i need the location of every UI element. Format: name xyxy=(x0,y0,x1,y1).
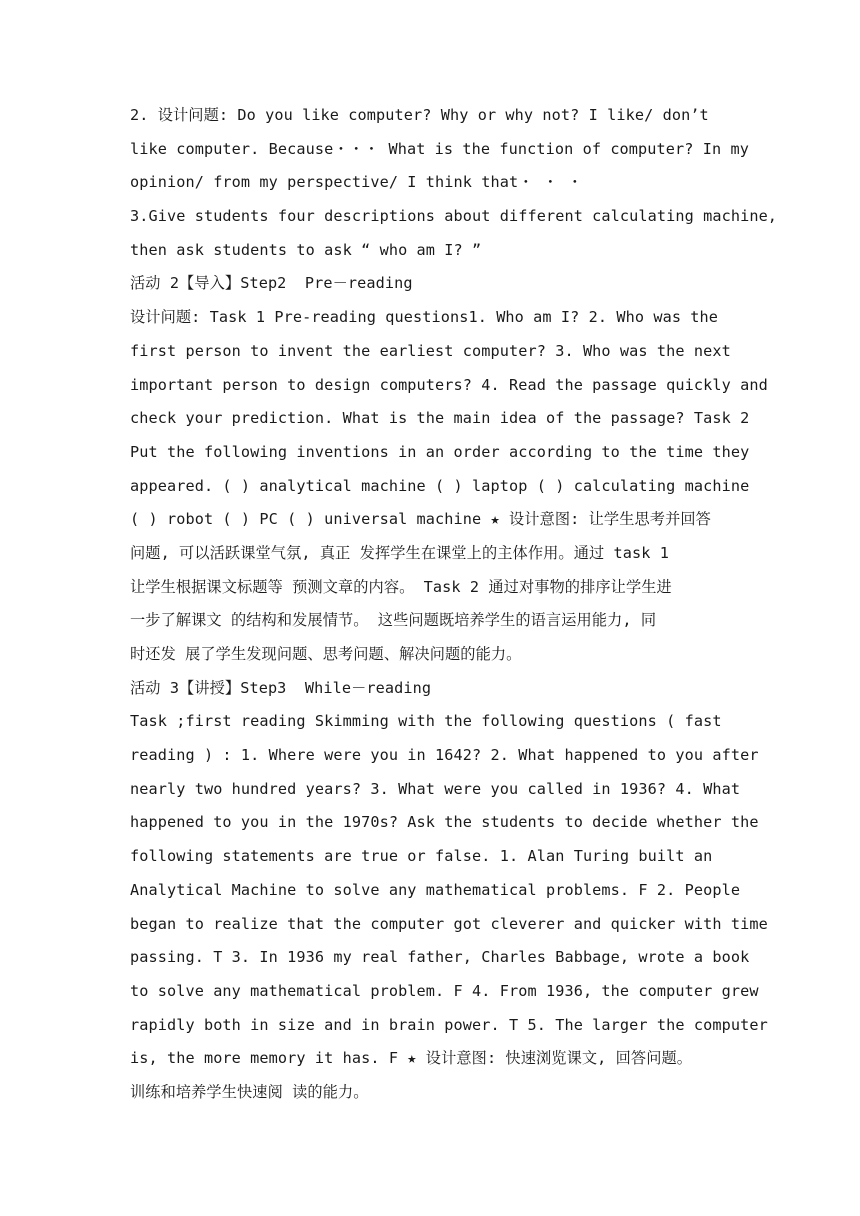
text-line: like computer. Because・・・ What is the function of computer? In my xyxy=(130,139,749,158)
text-line: nearly two hundred years? 3. What were you called in 1936? 4. What xyxy=(130,779,741,798)
text-line: 设计问题: Task 1 Pre-reading questions1. Who am I? 2. Who was the xyxy=(130,308,719,327)
text-line: 一步了解课文 的结构和发展情节。 这些问题既培养学生的语言运用能力, 同 xyxy=(130,611,657,630)
text-line: Put the following inventions in an order according to the time they xyxy=(130,442,750,461)
text-line: opinion/ from my perspective/ I think that・ ・ ・ xyxy=(130,173,583,192)
text-line: 问题, 可以活跃课堂气氛, 真正 发挥学生在课堂上的主体作用。通过 task 1 xyxy=(130,543,669,562)
text-line: check your prediction. What is the main idea of the passage? Task 2 xyxy=(130,409,750,428)
text-line: 3.Give students four descriptions about different calculating machine, xyxy=(130,207,778,226)
text-line: then ask students to ask “ who am I? ” xyxy=(130,240,482,259)
text-line: reading ) : 1. Where were you in 1642? 2. What happened to you after xyxy=(130,746,759,765)
document-body xyxy=(130,99,778,1110)
text-line: to solve any mathematical problem. F 4. From 1936, the computer grew xyxy=(130,981,759,1000)
text-line: following statements are true or false. 1. Alan Turing built an xyxy=(130,847,713,866)
text-line: passing. T 3. In 1936 my real father, Charles Babbage, wrote a book xyxy=(130,948,750,967)
section-heading: 活动 3【讲授】Step3 While－reading xyxy=(130,678,432,697)
section-heading: 活动 2【导入】Step2 Pre－reading xyxy=(130,274,413,293)
text-line: is, the more memory it has. F ★ 设计意图: 快速浏览课文, 回答问题。 xyxy=(130,1049,693,1068)
text-line: ( ) robot ( ) PC ( ) universal machine ★ 设计意图: 让学生思考并回答 xyxy=(130,510,711,529)
text-line: first person to invent the earliest computer? 3. Who was the next xyxy=(130,341,731,360)
text-line: 2. 设计问题: Do you like computer? Why or why not? I like/ don’t xyxy=(130,106,709,124)
text-line: important person to design computers? 4. Read the passage quickly and xyxy=(130,375,768,394)
text-line: 训练和培养学生快速阅 读的能力。 xyxy=(130,1082,369,1101)
text-line: happened to you in the 1970s? Ask the students to decide whether the xyxy=(130,813,759,832)
text-line: appeared. ( ) analytical machine ( ) laptop ( ) calculating machine xyxy=(130,476,750,495)
text-line: rapidly both in size and in brain power. T 5. The larger the computer xyxy=(130,1015,768,1034)
text-line: Task ;first reading Skimming with the following questions ( fast xyxy=(130,712,722,731)
text-line: 时还发 展了学生发现问题、思考问题、解决问题的能力。 xyxy=(130,645,522,663)
text-line: began to realize that the computer got cleverer and quicker with time xyxy=(130,914,768,933)
text-line: Analytical Machine to solve any mathematical problems. F 2. People xyxy=(130,880,741,899)
text-line: 让学生根据课文标题等 预测文章的内容。 Task 2 通过对事物的排序让学生进 xyxy=(130,577,672,596)
